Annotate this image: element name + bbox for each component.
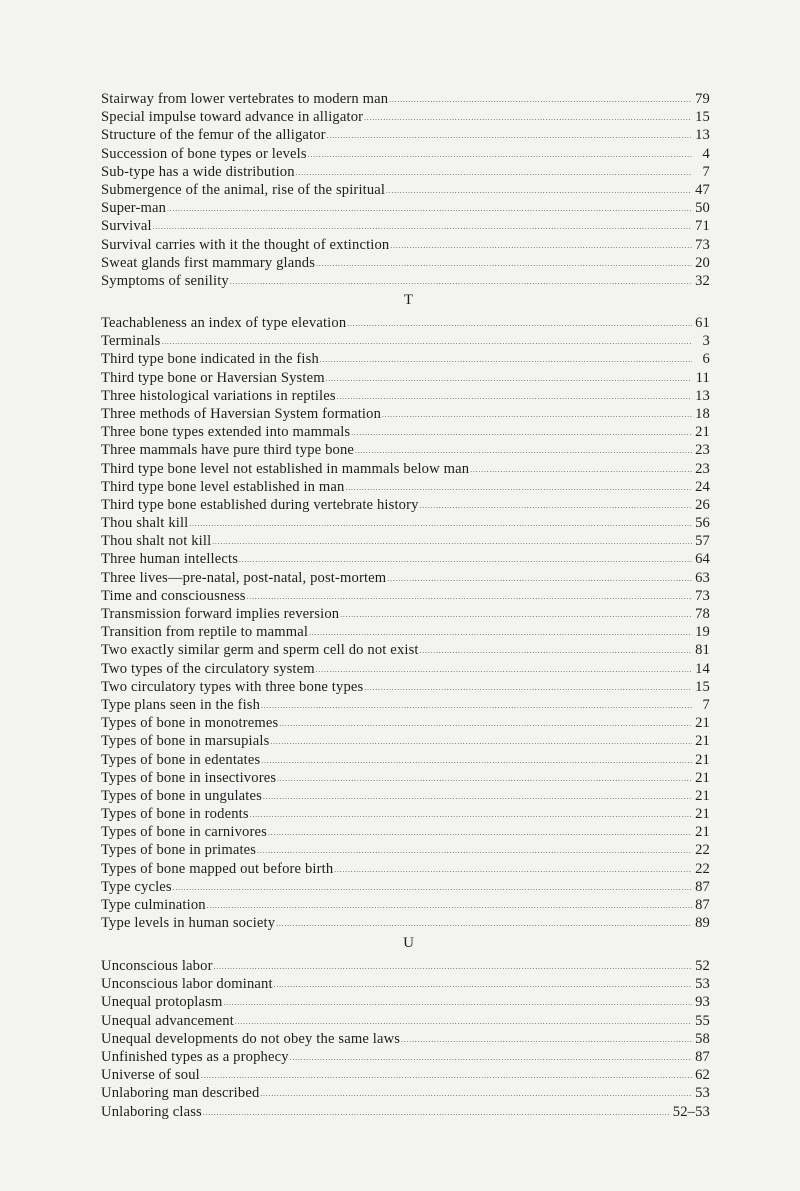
entry-text: Types of bone in monotremes (101, 715, 279, 732)
index-entry (101, 732, 710, 750)
index-entry (101, 236, 710, 254)
index-entry (101, 460, 710, 478)
entry-text: Three bone types extended into mammals (101, 424, 351, 441)
entry-text: Sweat glands first mammary glands (101, 254, 316, 271)
dot-leader (201, 1067, 692, 1085)
entry-text: Three lives—pre-natal, post-natal, post-mortem (101, 569, 387, 586)
entry-page-number: 15 (695, 678, 710, 695)
index-entry (101, 332, 710, 350)
entry-page-number: 21 (695, 715, 710, 732)
entry-text: Types of bone in edentates (101, 751, 261, 768)
entry-page-number: 55 (695, 1012, 710, 1029)
entry-page-number: 18 (695, 405, 710, 422)
dot-leader (290, 1049, 692, 1067)
dot-leader (320, 351, 692, 369)
entry-text: Transition from reptile to mammal (101, 624, 309, 641)
index-entry (101, 878, 710, 896)
dot-leader (355, 442, 692, 460)
entry-text: Types of bone in carnivores (101, 824, 267, 841)
dot-leader (261, 697, 692, 715)
dot-leader (277, 770, 692, 788)
dot-leader (250, 806, 692, 824)
entry-text: Unfinished types as a prophecy (101, 1048, 289, 1065)
index-entry (101, 108, 710, 126)
index-entry (101, 90, 710, 108)
index-entry (101, 314, 710, 332)
index-entry (101, 369, 710, 387)
dot-leader (173, 879, 692, 897)
dot-leader (235, 1013, 692, 1031)
dot-leader (401, 1031, 692, 1049)
dot-leader (327, 127, 692, 145)
entry-text: Two types of the circulatory system (101, 660, 315, 677)
section-heading-t: T (403, 292, 414, 308)
index-entry (101, 1084, 710, 1102)
index-entry (101, 532, 710, 550)
dot-leader (390, 237, 692, 255)
dot-leader (364, 679, 692, 697)
entry-page-number: 63 (695, 569, 710, 586)
entry-page-number: 14 (695, 660, 710, 677)
entry-page-number: 56 (695, 515, 710, 532)
index-entry (101, 569, 710, 587)
entry-page-number: 71 (695, 218, 710, 235)
dot-leader (334, 861, 692, 879)
index-entry (101, 823, 710, 841)
dot-leader (470, 461, 692, 479)
index-entry (101, 841, 710, 859)
entry-text: Survival carries with it the thought of extinction (101, 236, 390, 253)
index-entry (101, 126, 710, 144)
entry-text: Types of bone in marsupials (101, 733, 270, 750)
entry-text: Types of bone mapped out before birth (101, 860, 334, 877)
index-entry (101, 751, 710, 769)
entry-page-number: 52 (695, 958, 710, 974)
entry-text: Super-man (101, 200, 167, 217)
entry-text: Unequal protoplasm (101, 994, 223, 1011)
index-entry (101, 163, 710, 181)
entry-page-number: 78 (695, 606, 710, 622)
entry-text: Teachableness an index of type elevation (101, 315, 347, 331)
entry-text: Universe of soul (101, 1067, 200, 1084)
entry-page-number: 53 (695, 976, 710, 993)
dot-leader (268, 824, 692, 842)
entry-text: Unlaboring man described (101, 1085, 260, 1102)
index-entry (101, 254, 710, 272)
dot-leader (223, 994, 692, 1012)
dot-leader (207, 897, 692, 915)
index-entry (101, 423, 710, 441)
entry-page-number: 61 (695, 315, 710, 331)
entry-text: Types of bone in rodents (101, 806, 249, 823)
entry-page-number: 87 (695, 878, 710, 895)
entry-page-number: 4 (702, 145, 710, 162)
entry-page-number: 58 (695, 1030, 710, 1047)
entry-text: Thou shalt not kill (101, 533, 212, 550)
entry-page-number: 32 (695, 272, 710, 289)
index-entry (101, 805, 710, 823)
entry-text: Third type bone indicated in the fish (101, 351, 319, 368)
dot-leader (337, 388, 692, 406)
dot-leader (308, 146, 692, 164)
entry-text: Unequal advancement (101, 1012, 234, 1029)
index-entry (101, 496, 710, 514)
index-entry (101, 993, 710, 1011)
entry-page-number: 21 (695, 733, 710, 750)
entry-text: Unconscious labor (101, 958, 213, 974)
entry-page-number: 79 (695, 91, 710, 107)
entry-text: Succession of bone types or levels (101, 145, 307, 162)
dot-leader (420, 497, 692, 515)
dot-leader (420, 642, 692, 660)
dot-leader (263, 788, 692, 806)
index-entry (101, 1048, 710, 1066)
dot-leader (386, 182, 692, 200)
index-entry (101, 641, 710, 659)
index-entry (101, 1103, 710, 1121)
index-section-u (101, 927, 710, 1121)
dot-leader (296, 164, 692, 182)
entry-page-number: 21 (695, 769, 710, 786)
entry-page-number: 21 (695, 824, 710, 841)
entry-text: Symptoms of senility (101, 272, 229, 289)
entry-text: Type culmination (101, 897, 206, 913)
entry-text: Third type bone level not established in mammals below man (101, 460, 470, 477)
dot-leader (270, 733, 692, 751)
dot-leader (387, 570, 692, 588)
entry-text: Survival (101, 218, 152, 235)
dot-leader (340, 606, 692, 624)
index-entry (101, 350, 710, 368)
entry-page-number: 26 (695, 496, 710, 513)
entry-text: Transmission forward implies reversion (101, 606, 340, 622)
index-entry (101, 714, 710, 732)
dot-leader (316, 661, 692, 679)
index-entry (101, 787, 710, 805)
dot-leader (261, 752, 692, 770)
dot-leader (389, 91, 692, 109)
dot-leader (347, 315, 692, 333)
index-entry (101, 696, 710, 714)
entry-text: Stairway from lower vertebrates to modern man (101, 91, 389, 107)
dot-leader (203, 1104, 671, 1122)
entry-page-number: 21 (695, 751, 710, 768)
entry-text: Unlaboring class (101, 1103, 202, 1120)
index-entry (101, 587, 710, 605)
entry-text: Terminals (101, 333, 161, 350)
entry-page-number: 81 (695, 642, 710, 659)
entry-text: Time and consciousness (101, 587, 246, 604)
index-entry (101, 975, 710, 993)
dot-leader (364, 109, 692, 127)
dot-leader (316, 255, 692, 273)
entry-page-number: 93 (695, 994, 710, 1011)
entry-page-number: 23 (695, 460, 710, 477)
index-entry (101, 860, 710, 878)
entry-page-number: 73 (695, 236, 710, 253)
dot-leader (153, 218, 692, 236)
dot-leader (326, 370, 692, 388)
entry-text: Sub-type has a wide distribution (101, 163, 295, 180)
entry-text: Type cycles (101, 878, 172, 895)
entry-page-number: 20 (695, 254, 710, 271)
entry-page-number: 13 (695, 127, 710, 144)
index-entry (101, 217, 710, 235)
index-entry (101, 1012, 710, 1030)
dot-leader (214, 958, 692, 976)
entry-page-number: 22 (695, 860, 710, 877)
index-entry (101, 660, 710, 678)
index-section-t (101, 284, 710, 932)
entry-text: Three histological variations in reptiles (101, 387, 336, 404)
index-entry (101, 605, 710, 623)
entry-text: Structure of the femur of the alligator (101, 127, 326, 144)
entry-page-number: 11 (695, 369, 710, 386)
index-entry (101, 145, 710, 163)
index-entry (101, 896, 710, 914)
entry-text: Two circulatory types with three bone types (101, 678, 364, 695)
dot-leader (346, 479, 693, 497)
entry-page-number: 64 (695, 551, 710, 568)
entry-page-number: 73 (695, 587, 710, 604)
index-entry (101, 1030, 710, 1048)
entry-page-number: 23 (695, 442, 710, 459)
dot-leader (239, 551, 692, 569)
entry-page-number: 15 (695, 109, 710, 126)
entry-text: Types of bone in ungulates (101, 787, 262, 804)
entry-page-number: 57 (695, 533, 710, 550)
entry-page-number: 22 (695, 842, 710, 859)
entry-text: Three methods of Haversian System formation (101, 405, 382, 422)
index-entry (101, 441, 710, 459)
entry-text: Third type bone level established in man (101, 478, 345, 495)
entry-page-number: 7 (702, 696, 710, 713)
index-entry (101, 1066, 710, 1084)
index-entry (101, 181, 710, 199)
entry-text: Submergence of the animal, rise of the spiritual (101, 181, 386, 198)
entry-text: Third type bone or Haversian System (101, 369, 325, 386)
dot-leader (212, 533, 692, 551)
dot-leader (382, 406, 692, 424)
entry-page-number: 21 (695, 424, 710, 441)
section-heading-u: U (403, 935, 414, 951)
entry-page-number: 47 (695, 181, 710, 198)
entry-page-number: 24 (695, 478, 710, 495)
dot-leader (260, 1085, 692, 1103)
index-entry (101, 514, 710, 532)
dot-leader (247, 588, 692, 606)
dot-leader (274, 976, 692, 994)
entry-page-number: 3 (702, 333, 710, 350)
dot-leader (167, 200, 692, 218)
entry-text: Type plans seen in the fish (101, 696, 261, 713)
entry-text: Type levels in human society (101, 915, 276, 932)
index-entry (101, 478, 710, 496)
dot-leader (257, 842, 692, 860)
dot-leader (189, 515, 692, 533)
index-entry (101, 769, 710, 787)
entry-page-number: 50 (695, 200, 710, 217)
entry-page-number: 7 (702, 163, 710, 180)
entry-page-number: 87 (695, 1048, 710, 1065)
dot-leader (279, 715, 692, 733)
entry-page-number: 87 (695, 897, 710, 913)
entry-page-number: 13 (695, 387, 710, 404)
index-section-s (101, 90, 710, 290)
dot-leader (351, 424, 692, 442)
entry-text: Thou shalt kill (101, 515, 189, 532)
index-entry (101, 550, 710, 568)
entry-text: Special impulse toward advance in alligator (101, 109, 364, 126)
entry-text: Types of bone in primates (101, 842, 257, 859)
entry-page-number: 52–53 (672, 1103, 710, 1120)
index-entry (101, 957, 710, 975)
entry-text: Three mammals have pure third type bone (101, 442, 355, 459)
entry-page-number: 21 (695, 806, 710, 823)
entry-text: Unequal developments do not obey the same laws (101, 1030, 401, 1047)
entry-page-number: 21 (695, 787, 710, 804)
entry-text: Three human intellects (101, 551, 239, 568)
index-entry (101, 678, 710, 696)
dot-leader (162, 333, 693, 351)
entry-text: Types of bone in insectivores (101, 769, 277, 786)
dot-leader (309, 624, 692, 642)
entry-text: Two exactly similar germ and sperm cell do not exist (101, 642, 419, 659)
entry-page-number: 53 (695, 1085, 710, 1102)
entry-page-number: 89 (695, 915, 710, 932)
index-entry (101, 405, 710, 423)
index-entry (101, 199, 710, 217)
index-entry (101, 623, 710, 641)
entry-page-number: 62 (695, 1067, 710, 1084)
entry-page-number: 19 (695, 624, 710, 641)
entry-page-number: 6 (702, 351, 710, 368)
entry-text: Third type bone established during vertebrate history (101, 496, 419, 513)
index-entry (101, 387, 710, 405)
entry-text: Unconscious labor dominant (101, 976, 273, 993)
